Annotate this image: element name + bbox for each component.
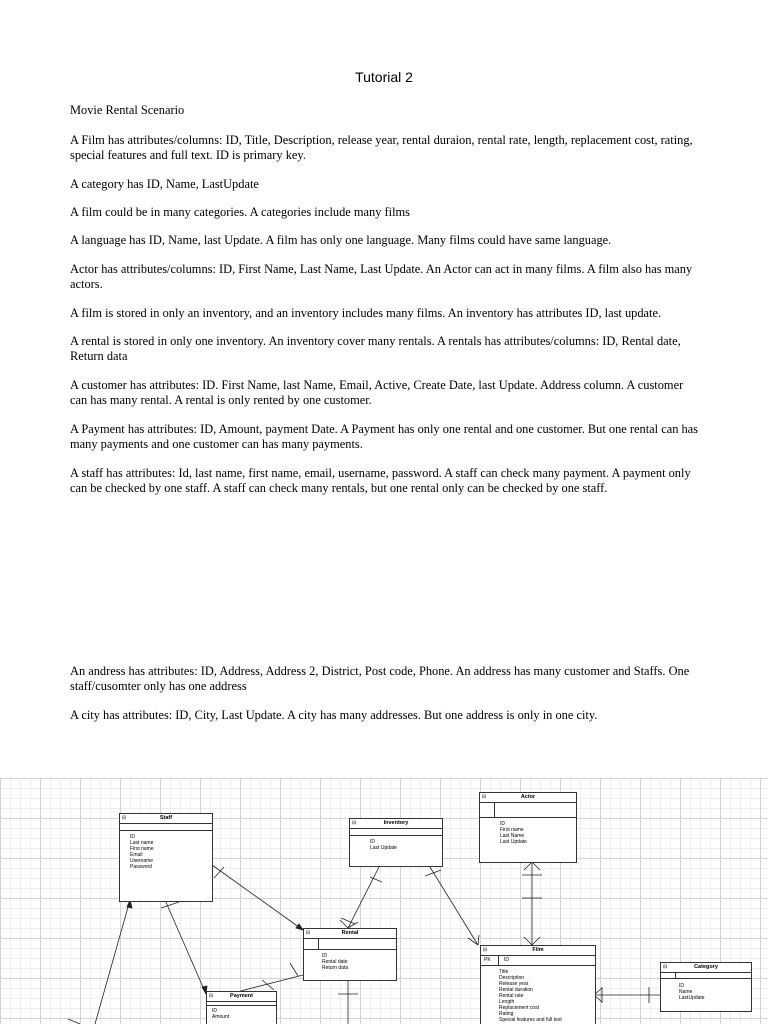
attribute: ID xyxy=(322,953,327,959)
entity-film-header xyxy=(481,946,595,956)
entity-staff-key-row xyxy=(120,824,212,831)
attribute: ID xyxy=(500,821,505,827)
paragraph-address: An andress has attributes: ID, Address, Address 2, District, Post code, Phone. An address has many customer and Staffs. One staff/cusomter only has one address xyxy=(70,664,690,693)
column-separator xyxy=(498,956,499,965)
paragraph-film: A Film has attributes/columns: ID, Title, Description, release year, rental duraion, rental rate, length, replacement cost, rating, special features and full text. ID is primary key. xyxy=(70,133,693,162)
entity-payment-header xyxy=(207,992,276,1002)
entity-actor-header xyxy=(480,793,576,803)
paragraph-rental: A rental is stored in only one inventory. An inventory cover many rentals. A rentals has attributes/columns: ID, Rental date, Return data xyxy=(70,334,681,363)
entity-rental-key-row xyxy=(304,939,396,950)
attribute: Last name xyxy=(130,840,154,846)
entity-actor-key-row xyxy=(480,803,576,818)
relation-staff-payment xyxy=(165,900,206,994)
entity-rental-attributes xyxy=(304,950,396,973)
attribute: ID xyxy=(370,839,375,845)
entity-staff-header xyxy=(120,814,212,824)
document-subtitle: Movie Rental Scenario xyxy=(70,103,185,117)
collapse-icon[interactable]: ⊟ xyxy=(122,815,127,821)
paragraph-actor: Actor has attributes/columns: ID, First Name, Last Name, Last Update. An Actor can act in many films. A film also has many actors. xyxy=(70,262,693,291)
entity-payment-name: Payment xyxy=(230,993,253,999)
attribute: Last Update xyxy=(370,845,397,851)
attribute: Return data xyxy=(322,965,349,971)
entity-inventory-name: Inventory xyxy=(383,820,409,826)
entity-inventory[interactable] xyxy=(349,818,443,867)
attribute: ID xyxy=(212,1008,217,1014)
attribute: Rating xyxy=(499,1011,514,1017)
relation-staff-rental xyxy=(212,865,303,930)
entity-actor-attributes xyxy=(480,818,576,847)
attribute: First name xyxy=(130,846,154,852)
entity-film[interactable] xyxy=(480,945,596,1024)
paragraph-staff: A staff has attributes: Id, last name, first name, email, username, password. A staff can check many payment. A payment only can be checked by one staff. A staff can check many rentals, but one rental only can be checked by one staff. xyxy=(70,466,691,495)
attribute: Email xyxy=(130,852,143,858)
entity-staff-attributes xyxy=(120,831,212,872)
entity-film-name: Film xyxy=(532,947,544,953)
attribute: Rental duration xyxy=(499,987,533,993)
attribute: ID xyxy=(130,834,135,840)
entity-category-header xyxy=(661,963,751,973)
entity-category-name: Category xyxy=(694,964,718,970)
paragraph-city: A city has attributes: ID, City, Last Update. A city has many addresses. But one address is only in one city. xyxy=(70,708,598,722)
paragraph-category: A category has ID, Name, LastUpdate xyxy=(70,177,259,191)
entity-payment[interactable] xyxy=(206,991,277,1024)
attribute: Password xyxy=(130,864,152,870)
entity-actor[interactable] xyxy=(479,792,577,863)
attribute: Release year xyxy=(499,981,529,987)
entity-inventory-attributes xyxy=(350,836,442,853)
er-diagram xyxy=(0,778,768,1024)
attribute: ID xyxy=(679,983,684,989)
paragraph-language: A language has ID, Name, last Update. A film has only one language. Many films could have same language. xyxy=(70,233,612,247)
relation-inventory-film xyxy=(430,867,478,945)
entity-category-key-row xyxy=(661,973,751,979)
relation-address-staff xyxy=(95,900,130,1024)
collapse-icon[interactable]: ⊟ xyxy=(663,964,668,970)
entity-payment-attributes xyxy=(207,1006,276,1022)
attribute: Title xyxy=(499,969,509,975)
primary-key-label: PK xyxy=(484,957,491,963)
attribute: LastUpdate xyxy=(679,995,705,1001)
collapse-icon[interactable]: ⊟ xyxy=(482,794,487,800)
attribute: Description xyxy=(499,975,525,981)
paragraph-payment: A Payment has attributes: ID, Amount, payment Date. A Payment has only one rental and one customer. But one rental can has many payments and one customer can has many payments. xyxy=(70,422,698,451)
column-separator xyxy=(675,973,676,978)
collapse-icon[interactable]: ⊟ xyxy=(306,930,311,936)
attribute: Rental rate xyxy=(499,993,524,999)
attribute: Amount xyxy=(212,1014,230,1020)
attribute: Replacement cost xyxy=(499,1005,540,1011)
collapse-icon[interactable]: ⊟ xyxy=(483,947,488,953)
relation-inventory-rental xyxy=(348,865,380,928)
column-separator xyxy=(494,803,495,817)
column-separator xyxy=(318,939,319,949)
relationship-lines xyxy=(0,778,768,1024)
entity-staff[interactable] xyxy=(119,813,213,902)
attribute: First name xyxy=(500,827,524,833)
document-title: Tutorial 2 xyxy=(355,69,413,85)
collapse-icon[interactable]: ⊟ xyxy=(209,993,214,999)
attribute: Username xyxy=(130,858,154,864)
primary-key-field: ID xyxy=(504,957,509,963)
entity-rental-header xyxy=(304,929,396,939)
attribute: Special features and full text xyxy=(499,1017,562,1023)
attribute: Last Update xyxy=(500,839,527,845)
collapse-icon[interactable]: ⊟ xyxy=(352,820,357,826)
paragraph-inventory: A film is stored in only an inventory, and an inventory includes many films. An inventory has attributes ID, last update. xyxy=(70,306,662,320)
attribute: Last Name xyxy=(500,833,525,839)
paragraph-customer: A customer has attributes: ID. First Name, last Name, Email, Active, Create Date, last Update. Address column. A customer can has many rental. A rental is only rented by one customer. xyxy=(70,378,684,407)
arrowhead-rental xyxy=(296,924,303,930)
attribute: Length xyxy=(499,999,515,1005)
entity-film-pk-row xyxy=(481,956,595,966)
entity-category[interactable] xyxy=(660,962,752,1012)
entity-inventory-header xyxy=(350,819,442,829)
entity-category-attributes xyxy=(661,979,751,1003)
paragraph-film-category: A film could be in many categories. A categories include many films xyxy=(70,205,410,219)
entity-inventory-key-row xyxy=(350,829,442,836)
attribute: Name xyxy=(679,989,693,995)
entity-actor-name: Actor xyxy=(520,794,536,800)
entity-rental-name: Rental xyxy=(341,930,359,936)
entity-film-attributes xyxy=(481,966,595,1024)
entity-rental[interactable] xyxy=(303,928,397,981)
attribute: Rental date xyxy=(322,959,348,965)
entity-staff-name: Staff xyxy=(159,815,173,821)
